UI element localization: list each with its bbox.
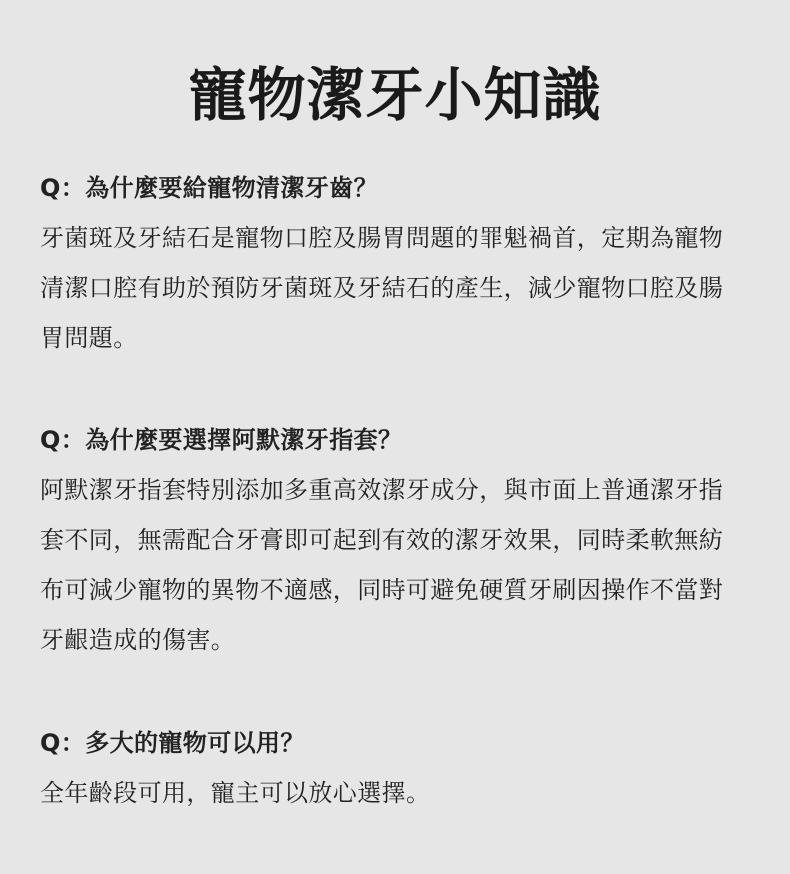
faq-answer-line: 牙菌斑及牙結石是寵物口腔及腸胃問題的罪魁禍首，定期為寵物: [40, 224, 724, 252]
faq-answer-line: 阿默潔牙指套特別添加多重高效潔牙成分，與市面上普通潔牙指: [40, 476, 724, 504]
faq-answer-line: 胃問題。: [40, 324, 138, 352]
faq-item-3: [40, 718, 760, 818]
faq-item-1: [40, 163, 760, 363]
page-title: 寵物潔牙小知識: [188, 61, 602, 129]
faq-question: Q：為什麼要給寵物清潔牙齒？: [40, 174, 379, 202]
faq-item-2: [40, 415, 760, 665]
faq-answer-line: 清潔口腔有助於預防牙菌斑及牙結石的產生，減少寵物口腔及腸: [40, 274, 724, 302]
faq-answer-line: 布可減少寵物的異物不適感，同時可避免硬質牙刷因操作不當對: [40, 576, 724, 604]
faq-answer-line: 牙齦造成的傷害。: [40, 626, 236, 654]
faq-answer-line: 全年齡段可用，寵主可以放心選擇。: [40, 779, 431, 807]
faq-question: Q：多大的寵物可以用？: [40, 729, 305, 757]
faq-question: Q：為什麼要選擇阿默潔牙指套？: [40, 426, 403, 454]
faq-answer-line: 套不同，無需配合牙膏即可起到有效的潔牙效果，同時柔軟無紡: [40, 526, 724, 554]
